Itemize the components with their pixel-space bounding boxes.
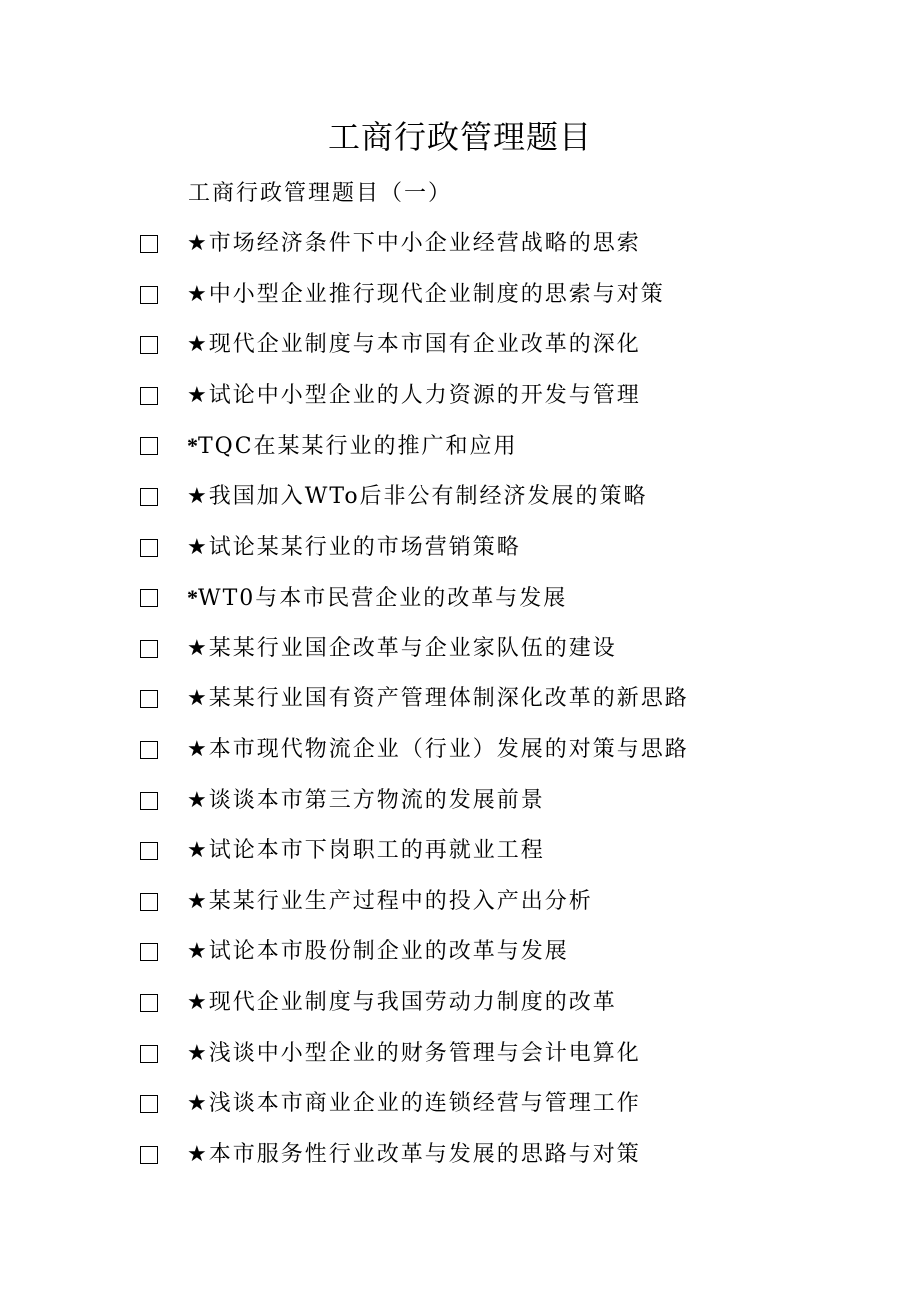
- topic-text: [187, 833, 545, 869]
- topic-checkbox[interactable]: [140, 286, 158, 304]
- star-icon: ★: [187, 1141, 209, 1167]
- document-title: 工商行政管理题目: [327, 118, 592, 156]
- topic-text: [187, 327, 641, 363]
- star-icon: ★: [187, 483, 209, 509]
- topic-text: [187, 1086, 641, 1122]
- topic-label: 谈谈本市第三方物流的发展前景: [208, 787, 545, 813]
- topic-checkbox[interactable]: [140, 488, 158, 506]
- topic-item: [0, 985, 920, 1036]
- topic-checkbox[interactable]: [140, 387, 158, 405]
- topic-item: [0, 1036, 920, 1087]
- star-icon: ★: [187, 1091, 209, 1117]
- topic-checkbox[interactable]: [140, 1095, 158, 1113]
- topic-checkbox[interactable]: [140, 690, 158, 708]
- star-icon: ★: [187, 281, 209, 307]
- star-icon: ★: [187, 686, 209, 712]
- section-heading: 工商行政管理题目（一）: [188, 181, 453, 206]
- topic-label: 某某行业国有资产管理体制深化改革的新思路: [208, 686, 689, 712]
- topic-text: [187, 428, 518, 465]
- topic-checkbox[interactable]: [140, 943, 158, 961]
- topic-checkbox[interactable]: [140, 539, 158, 557]
- topic-checkbox[interactable]: [140, 1146, 158, 1164]
- topic-text: [187, 580, 567, 617]
- topic-checkbox[interactable]: [140, 336, 158, 354]
- topic-item: [0, 934, 920, 985]
- topic-label: 试论本市下岗职工的再就业工程: [208, 838, 545, 864]
- topic-label: 中小型企业推行现代企业制度的思索与对策: [208, 281, 665, 307]
- star-icon: ★: [187, 534, 209, 560]
- topic-text: [187, 631, 617, 667]
- topic-item: [0, 479, 920, 530]
- topic-text: [187, 681, 689, 717]
- star-icon: ★: [187, 888, 209, 914]
- topic-label: 浅谈本市商业企业的连锁经营与管理工作: [208, 1091, 641, 1117]
- topic-label: 试论本市股份制企业的改革与发展: [208, 939, 569, 965]
- topic-text: [187, 479, 648, 515]
- star-icon: ★: [187, 231, 209, 256]
- star-icon: ★: [187, 787, 209, 813]
- star-icon: ★: [187, 1040, 209, 1066]
- topic-item: [0, 631, 920, 682]
- star-icon: ★: [187, 635, 209, 661]
- star-icon: ★: [187, 332, 209, 358]
- topic-checkbox[interactable]: [140, 235, 158, 253]
- star-icon: ★: [187, 939, 209, 965]
- topic-checkbox[interactable]: [140, 640, 158, 658]
- topic-label: 某某行业国企改革与企业家队伍的建设: [208, 635, 617, 661]
- topic-text: [187, 884, 593, 920]
- topic-label: 现代企业制度与我国劳动力制度的改革: [208, 989, 617, 1015]
- topic-list: [0, 226, 920, 1187]
- topic-label: 现代企业制度与本市国有企业改革的深化: [208, 332, 641, 358]
- topic-checkbox[interactable]: [140, 994, 158, 1012]
- star-icon: ★: [187, 838, 209, 864]
- star-icon: ★: [187, 736, 209, 762]
- topic-item: [0, 833, 920, 884]
- topic-label: 试论某某行业的市场营销策略: [208, 534, 521, 560]
- topic-text: [187, 934, 569, 970]
- topic-item: [0, 1137, 920, 1188]
- topic-item: [0, 681, 920, 732]
- star-icon: ★: [187, 989, 209, 1015]
- topic-checkbox[interactable]: [140, 589, 158, 607]
- asterisk-icon: *: [187, 585, 198, 611]
- topic-label: 市场经济条件下中小企业经营战略的思索: [208, 231, 641, 256]
- topic-checkbox[interactable]: [140, 741, 158, 759]
- topic-label: 本市现代物流企业（行业）发展的对策与思路: [208, 736, 689, 762]
- topic-text: [187, 1137, 641, 1173]
- topic-label: WT0与本市民营企业的改革与发展: [198, 586, 568, 612]
- topic-item: [0, 378, 920, 429]
- topic-text: [187, 985, 617, 1021]
- topic-text: [187, 226, 641, 262]
- topic-item: [0, 783, 920, 834]
- topic-text: [187, 1036, 641, 1072]
- topic-checkbox[interactable]: [140, 842, 158, 860]
- topic-label: 某某行业生产过程中的投入产出分析: [208, 888, 593, 914]
- topic-text: [187, 732, 689, 768]
- topic-text: [187, 530, 521, 566]
- topic-item: [0, 580, 920, 631]
- topic-item: [0, 428, 920, 479]
- topic-item: [0, 884, 920, 935]
- topic-checkbox[interactable]: [140, 437, 158, 455]
- topic-label: 本市服务性行业改革与发展的思路与对策: [208, 1141, 641, 1167]
- asterisk-icon: *: [187, 433, 198, 459]
- topic-item: [0, 530, 920, 581]
- topic-label: TQC在某某行业的推广和应用: [198, 434, 518, 460]
- star-icon: ★: [187, 382, 209, 408]
- topic-checkbox[interactable]: [140, 1045, 158, 1063]
- topic-item: [0, 1086, 920, 1137]
- topic-item: [0, 327, 920, 378]
- topic-text: [187, 277, 665, 313]
- topic-checkbox[interactable]: [140, 893, 158, 911]
- topic-label: 我国加入WTo后非公有制经济发展的策略: [208, 483, 648, 509]
- topic-label: 试论中小型企业的人力资源的开发与管理: [208, 382, 641, 408]
- topic-item: [0, 277, 920, 328]
- topic-text: [187, 378, 641, 414]
- topic-checkbox[interactable]: [140, 792, 158, 810]
- topic-label: 浅谈中小型企业的财务管理与会计电算化: [208, 1040, 641, 1066]
- topic-text: [187, 783, 545, 819]
- topic-item: [0, 226, 920, 277]
- topic-item: [0, 732, 920, 783]
